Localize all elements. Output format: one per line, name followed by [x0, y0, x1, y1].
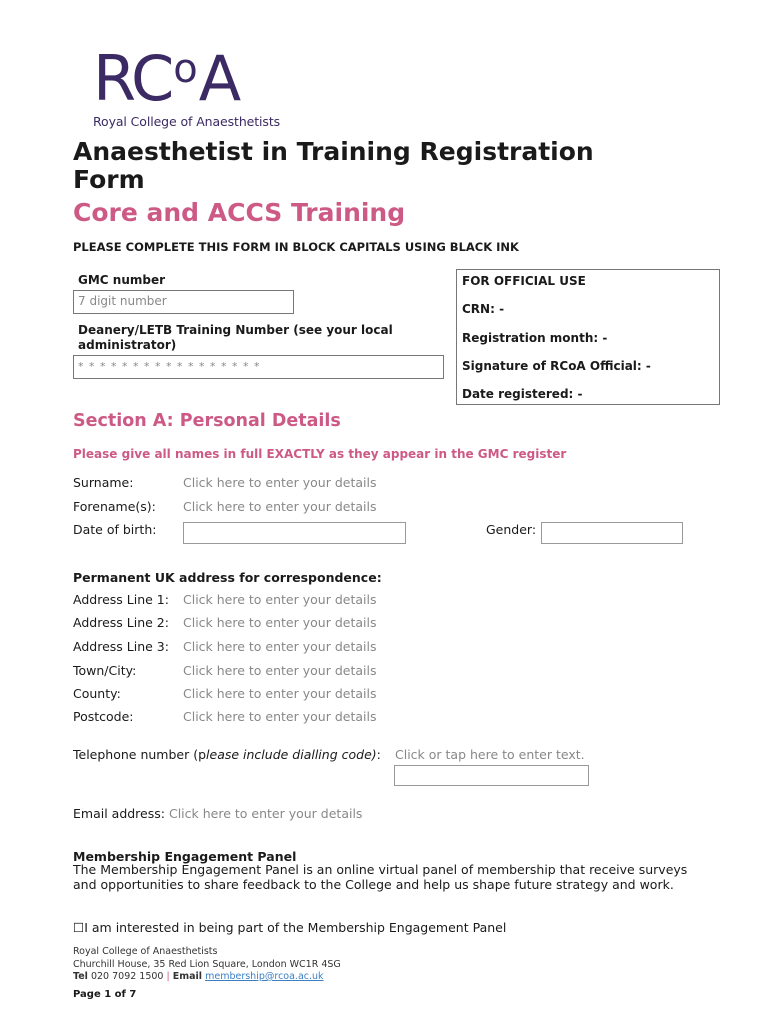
- signature-field: Signature of RCoA Official: -: [462, 359, 651, 373]
- instruction-text: PLEASE COMPLETE THIS FORM IN BLOCK CAPITALS USING BLACK INK: [73, 240, 519, 254]
- address-line-2-label: Address Line 2:: [73, 615, 169, 630]
- deanery-number-input[interactable]: * * * * * * * * * * * * * * * * *: [73, 355, 444, 379]
- logo-subtitle: Royal College of Anaesthetists: [93, 114, 281, 129]
- registration-month-field: Registration month: -: [462, 331, 608, 345]
- page-title: Anaesthetist in Training Registration Form: [73, 137, 594, 194]
- postcode-label: Postcode:: [73, 709, 134, 724]
- dob-label: Date of birth:: [73, 522, 157, 537]
- address-line-3-label: Address Line 3:: [73, 639, 169, 654]
- gmc-number-input[interactable]: 7 digit number: [73, 290, 294, 314]
- county-label: County:: [73, 686, 121, 701]
- mep-heading: Membership Engagement Panel: [73, 849, 297, 864]
- forename-label: Forename(s):: [73, 499, 156, 514]
- date-registered-field: Date registered: -: [462, 387, 583, 401]
- address-line-1-label: Address Line 1:: [73, 592, 169, 607]
- mep-checkbox-row[interactable]: [73, 920, 506, 935]
- footer-address: Churchill House, 35 Red Lion Square, London WC1R 4SG: [73, 958, 341, 970]
- county-input[interactable]: Click here to enter your details: [183, 686, 377, 701]
- names-note: Please give all names in full EXACTLY as they appear in the GMC register: [73, 447, 567, 461]
- deanery-number-label: Deanery/LETB Training Number (see your local administrator): [78, 323, 393, 352]
- gender-input[interactable]: [541, 522, 683, 544]
- checkbox-icon[interactable]: ☐: [73, 920, 85, 935]
- section-a-title: Section A: Personal Details: [73, 411, 341, 431]
- gender-label: Gender:: [486, 522, 537, 537]
- footer: [73, 946, 341, 984]
- gmc-number-label: GMC number: [78, 273, 166, 287]
- footer-contact: Tel 020 7092 1500 | Email membership@rcoa.ac.uk: [73, 971, 324, 982]
- telephone-placeholder[interactable]: Click or tap here to enter text.: [395, 747, 585, 762]
- address-line-2-input[interactable]: Click here to enter your details: [183, 615, 377, 630]
- telephone-input[interactable]: [394, 765, 589, 786]
- town-city-input[interactable]: Click here to enter your details: [183, 663, 377, 678]
- page-subtitle: Core and ACCS Training: [73, 198, 406, 227]
- logo-mark: $RC^oA$: [93, 42, 240, 115]
- surname-label: Surname:: [73, 475, 134, 490]
- email-input[interactable]: Click here to enter your details: [168, 806, 363, 821]
- telephone-label: Telephone number (please include dialling code):: [73, 747, 381, 762]
- email-label: Email address:: [73, 806, 165, 821]
- surname-input[interactable]: Click here to enter your details: [183, 475, 377, 490]
- address-heading: Permanent UK address for correspondence:: [73, 570, 382, 585]
- page-number: Page 1 of 7: [73, 989, 137, 1000]
- official-use-heading: FOR OFFICIAL USE: [462, 274, 586, 288]
- dob-input[interactable]: [183, 522, 406, 544]
- address-line-3-input[interactable]: Click here to enter your details: [183, 639, 377, 654]
- rcoa-logo: [93, 38, 293, 128]
- mep-checkbox-label: I am interested in being part of the Membership Engagement Panel: [84, 920, 507, 935]
- town-city-label: Town/City:: [73, 663, 137, 678]
- footer-email-link[interactable]: membership@rcoa.ac.uk: [205, 971, 324, 982]
- postcode-input[interactable]: Click here to enter your details: [183, 709, 377, 724]
- crn-field: CRN: -: [462, 302, 505, 316]
- footer-org: Royal College of Anaesthetists: [73, 946, 218, 957]
- official-use-box: [456, 269, 720, 405]
- mep-description: The Membership Engagement Panel is an online virtual panel of membership that receive surveys and opportunities to share feedback to the College and help us shape future strategy and work.: [73, 862, 688, 892]
- address-line-1-input[interactable]: Click here to enter your details: [183, 592, 377, 607]
- email-row: [73, 806, 362, 821]
- forename-input[interactable]: Click here to enter your details: [183, 499, 377, 514]
